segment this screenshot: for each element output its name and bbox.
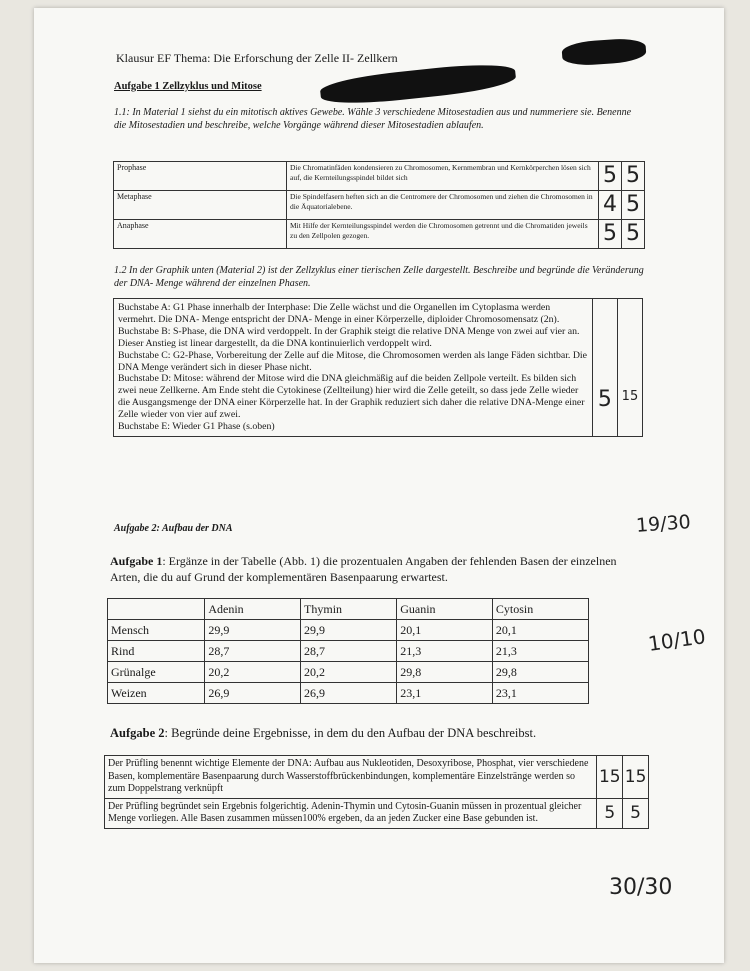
question-1-2: 1.2 In der Graphik unten (Material 2) ist der Zellzyklus einer tierischen Zelle dargestellt. Beschreibe und begründe die Veränderung der DNA- Menge während der einzelnen Phasen. <box>114 265 644 289</box>
stage-description: Mit Hilfe der Kernteilungsspindel werden die Chromosomen getrennt und die Chromatiden jeweils zu den Zellpolen gezogen. <box>287 220 599 249</box>
task2-heading: Aufgabe 2: Aufbau der DNA <box>114 523 233 534</box>
criterion-score: 5 <box>597 798 623 828</box>
stage-name: Prophase <box>114 162 287 191</box>
table-cell: 23,1 <box>492 683 588 704</box>
table-header-row <box>108 599 589 620</box>
stage-name: Metaphase <box>114 191 287 220</box>
answer-1-2-table <box>113 298 643 437</box>
column-header: Cytosin <box>492 599 588 620</box>
subtask-label: Aufgabe 2 <box>110 726 165 740</box>
question-1-1: 1.1: In Material 1 siehst du ein mitotisch aktives Gewebe. Wähle 3 verschiedene Mitosestadien aus und nummeriere sie. Benenne die Mitosestadien und beschreibe, welche Vorgänge während dieser Mitosestadien ablaufen. <box>114 107 632 131</box>
table-row <box>105 756 649 799</box>
stage-score: 4 <box>599 191 622 220</box>
table-cell: 29,9 <box>301 620 397 641</box>
table-row <box>108 683 589 704</box>
task1-title: Aufgabe 1 Zellzyklus und Mitose <box>114 81 262 92</box>
species-name: Grünalge <box>108 662 205 683</box>
answer-paragraph: Buchstabe E: Wieder G1 Phase (s.oben) <box>118 421 275 433</box>
table-row <box>108 662 589 683</box>
stage-max-score: 5 <box>622 220 645 249</box>
answer-1-2 <box>114 299 593 437</box>
criterion-text: Der Prüfling benennt wichtige Elemente der DNA: Aufbau aus Nukleotiden, Desoxyribose, Phosphat, vier verschiedene Basen, komplementäre Basenpaarung durch Wasserstoffbrückenbindungen, komplementäre Einzelstränge werden so zum Doppelstrang verknüpft <box>105 756 597 799</box>
column-header <box>108 599 205 620</box>
stage-score: 5 <box>599 162 622 191</box>
criterion-text: Der Prüfling begründet sein Ergebnis folgerichtig. Adenin-Thymin und Cytosin-Guanin müssen in prozentual gleicher Menge vorliegen. Alle Basen zusammen müssen100% ergeben, da an jeden Zucker eine Base gebunden ist. <box>105 798 597 828</box>
stage-description: Die Spindelfasern heften sich an die Centromere der Chromosomen und ziehen die Chromosomen in die Äquatorialebene. <box>287 191 599 220</box>
species-name: Weizen <box>108 683 205 704</box>
table-cell: 28,7 <box>205 641 301 662</box>
table-cell: 29,9 <box>205 620 301 641</box>
table-cell: 20,2 <box>205 662 301 683</box>
stage-name: Anaphase <box>114 220 287 249</box>
column-header: Guanin <box>397 599 493 620</box>
answer-1-2-score: 5 <box>597 387 612 412</box>
answer-paragraph: Buchstabe B: S-Phase, die DNA wird verdoppelt. In der Graphik steigt die relative DNA Menge von zwei auf vier an. Dieser Anstieg ist linear dargestellt, da die DNA kontinuierlich verdoppelt wird. <box>118 325 580 349</box>
table-row <box>114 162 645 191</box>
task2-subtask2 <box>110 726 536 741</box>
table-cell: 21,3 <box>397 641 493 662</box>
answer-1-2-max-score: 15 <box>621 389 639 404</box>
table-row <box>114 191 645 220</box>
column-header: Thymin <box>301 599 397 620</box>
table-cell: 26,9 <box>205 683 301 704</box>
table-cell: 20,1 <box>492 620 588 641</box>
column-header: Adenin <box>205 599 301 620</box>
exam-header: Klausur EF Thema: Die Erforschung der Zelle II- Zellkern <box>116 51 398 65</box>
answer-paragraph: Buchstabe C: G2-Phase, Vorbereitung der Zelle auf die Mitose, die Chromosomen werden als lange Fäden sichtbar. Die DNA Menge verändert sich in dieser Phase nicht. <box>118 349 587 373</box>
criterion-score: 15 <box>597 756 623 799</box>
table-row <box>108 641 589 662</box>
stage-max-score: 5 <box>622 191 645 220</box>
task1-total-score: 19/30 <box>635 511 692 537</box>
mitosis-stage-table <box>113 161 645 249</box>
table-cell: 28,7 <box>301 641 397 662</box>
subtask-text: : Begründe deine Ergebnisse, in dem du den Aufbau der DNA beschreibst. <box>164 726 537 740</box>
subtask-label: Aufgabe 1 <box>110 554 163 568</box>
task2-subtask1 <box>110 553 640 585</box>
table-row <box>114 220 645 249</box>
criterion-max-score: 5 <box>623 798 649 828</box>
answer-paragraph: Buchstabe A: G1 Phase innerhalb der Interphase: Die Zelle wächst und die Organellen im Cytoplasma werden vermehrt. Die DNA- Menge entspricht der DNA- Menge in einer Körperzelle, diploider Chromosomensatz (2n). <box>118 302 560 325</box>
table-cell: 20,2 <box>301 662 397 683</box>
table-cell: 29,8 <box>492 662 588 683</box>
species-name: Rind <box>108 641 205 662</box>
table-row <box>105 798 649 828</box>
criterion-max-score: 15 <box>623 756 649 799</box>
stage-max-score: 5 <box>622 162 645 191</box>
table-cell: 26,9 <box>301 683 397 704</box>
table-cell: 29,8 <box>397 662 493 683</box>
table-row <box>108 620 589 641</box>
answer-paragraph: Buchstabe D: Mitose: während der Mitose wird die DNA gleichmäßig auf die beiden Zellpole verteilt. Es bilden sich zwei neue Zellkerne. Am Ende steht die Cytokinese (Zellteilung) hier wird die Zelle geteilt, so dass jede Zelle wieder die Ausgangsmenge der DNA einer Körperzelle hat. In der Graphik reduziert sich daher die relative DNA-Menge einer Zelle wieder von vier auf zwei. <box>118 373 585 421</box>
subtask1-score: 10/10 <box>646 624 708 656</box>
table-cell: 23,1 <box>397 683 493 704</box>
criteria-table <box>104 755 649 829</box>
stage-description: Die Chromatinfäden kondensieren zu Chromosomen, Kernmembran und Kernkörperchen lösen sich auf, die Kernteilungsspindel bildet sich <box>287 162 599 191</box>
table-cell: 21,3 <box>492 641 588 662</box>
table-cell: 20,1 <box>397 620 493 641</box>
base-percentage-table <box>107 598 589 704</box>
stage-score: 5 <box>599 220 622 249</box>
subtask-text: : Ergänze in der Tabelle (Abb. 1) die prozentualen Angaben der fehlenden Basen der einzelnen Arten, die du auf Grund der komplementären Basenpaarung erwartest. <box>110 554 617 584</box>
task2-total-score: 30/30 <box>609 875 673 900</box>
species-name: Mensch <box>108 620 205 641</box>
